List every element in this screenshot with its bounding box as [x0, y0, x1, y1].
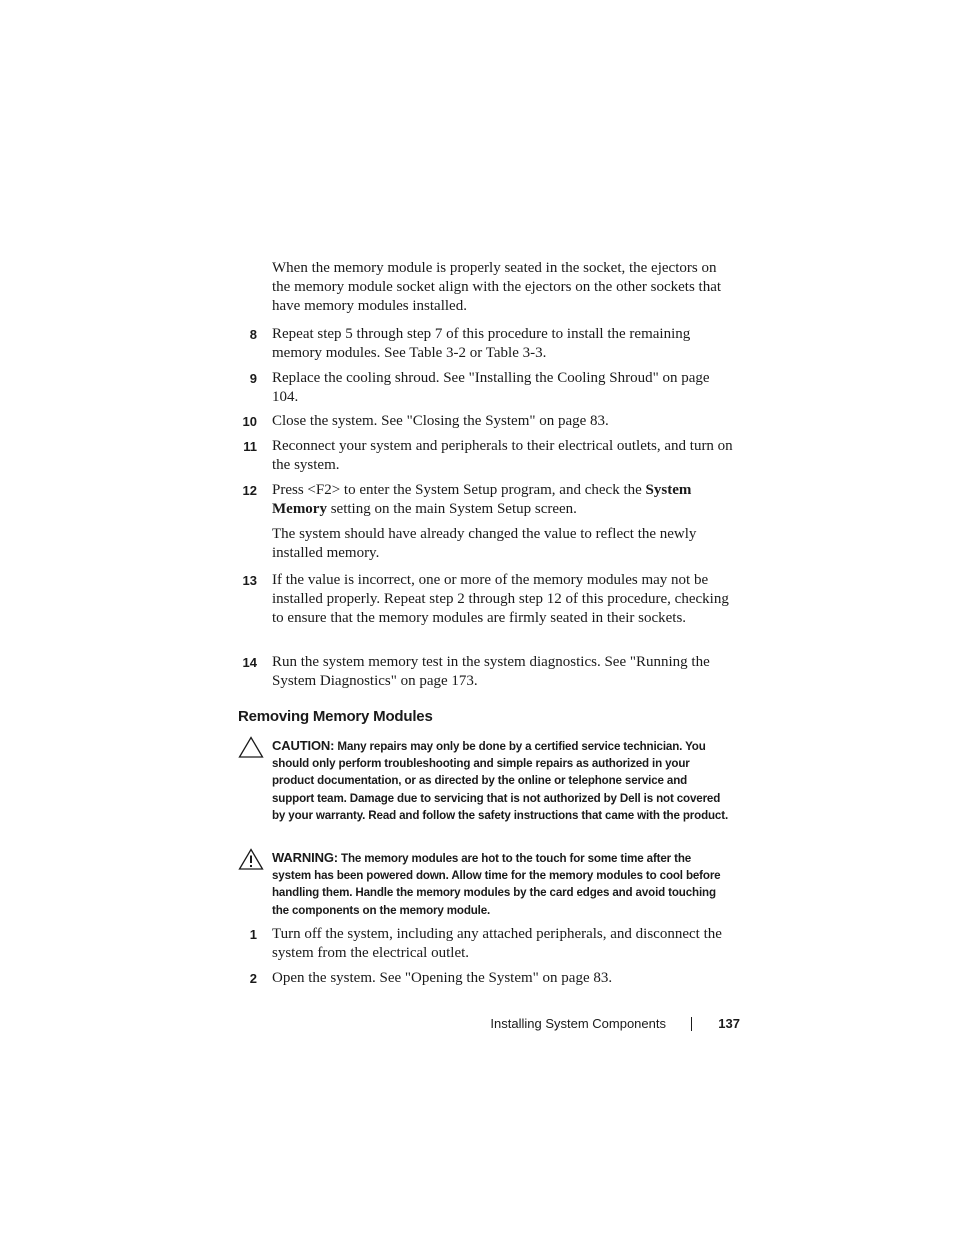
warning-text: WARNING: The memory modules are hot to the touch for some time after the system has been powered down. Allow time for the memory modules to cool before handling them. Handle the memory modules by the card edges and avoid touching the components on the memory module.	[272, 850, 721, 917]
step-number: 11	[243, 439, 257, 454]
step-text: Turn off the system, including any attached peripherals, and disconnect the system from the electrical outlet.	[272, 926, 722, 961]
step-number: 2	[249, 971, 257, 986]
step-12-note: The system should have already changed the value to reflect the newly installed memory.	[272, 526, 697, 561]
step-number: 14	[242, 655, 257, 670]
step-text: Open the system. See "Opening the System" on page 83.	[272, 970, 613, 986]
section-heading: Removing Memory Modules	[238, 708, 433, 725]
page-number: 137	[718, 1016, 740, 1031]
step-text: Repeat step 5 through step 7 of this procedure to install the remaining memory modules. See Table 3-2 or Table 3-3.	[272, 326, 691, 361]
step-number: 1	[249, 927, 257, 942]
step-text: If the value is incorrect, one or more of the memory modules may not be installed properly. Repeat step 2 through step 12 of this procedure, checking to ensure that the memory modules are firmly seated in their sockets.	[272, 572, 729, 626]
step-number: 13	[242, 573, 257, 588]
caution-triangle-icon	[238, 736, 264, 758]
footer-section-title: Installing System Components	[490, 1016, 666, 1031]
step-number: 10	[242, 414, 257, 429]
step-text: Run the system memory test in the system diagnostics. See "Running the System Diagnostics" on page 173.	[272, 654, 710, 689]
ui-setting-name: System Memory	[272, 482, 692, 517]
step-number: 9	[249, 371, 257, 386]
footer-separator	[691, 1017, 692, 1031]
step-text: Replace the cooling shroud. See "Installing the Cooling Shroud" on page 104.	[272, 370, 710, 405]
warning-label: WARNING:	[272, 850, 338, 865]
step-text: Close the system. See "Closing the System" on page 83.	[272, 413, 609, 429]
intro-paragraph: When the memory module is properly seated in the socket, the ejectors on the memory module socket align with the ejectors on the other sockets that have memory modules installed.	[272, 260, 722, 314]
warning-triangle-icon	[238, 848, 264, 870]
caution-text: CAUTION: Many repairs may only be done by a certified service technician. You should only perform troubleshooting and simple repairs as authorized in your product documentation, or as directed by the online or telephone service and support team. Damage due to servicing that is not authorized by Dell is not covered by your warranty. Read and follow the safety instructions that came with the product.	[272, 738, 729, 822]
caution-label: CAUTION:	[272, 738, 335, 753]
step-number: 12	[242, 483, 257, 498]
step-text: Press <F2> to enter the System Setup program, and check the System Memory setting on the main System Setup screen.	[272, 482, 692, 517]
step-text: Reconnect your system and peripherals to their electrical outlets, and turn on the system.	[272, 438, 733, 473]
step-number: 8	[249, 327, 257, 342]
